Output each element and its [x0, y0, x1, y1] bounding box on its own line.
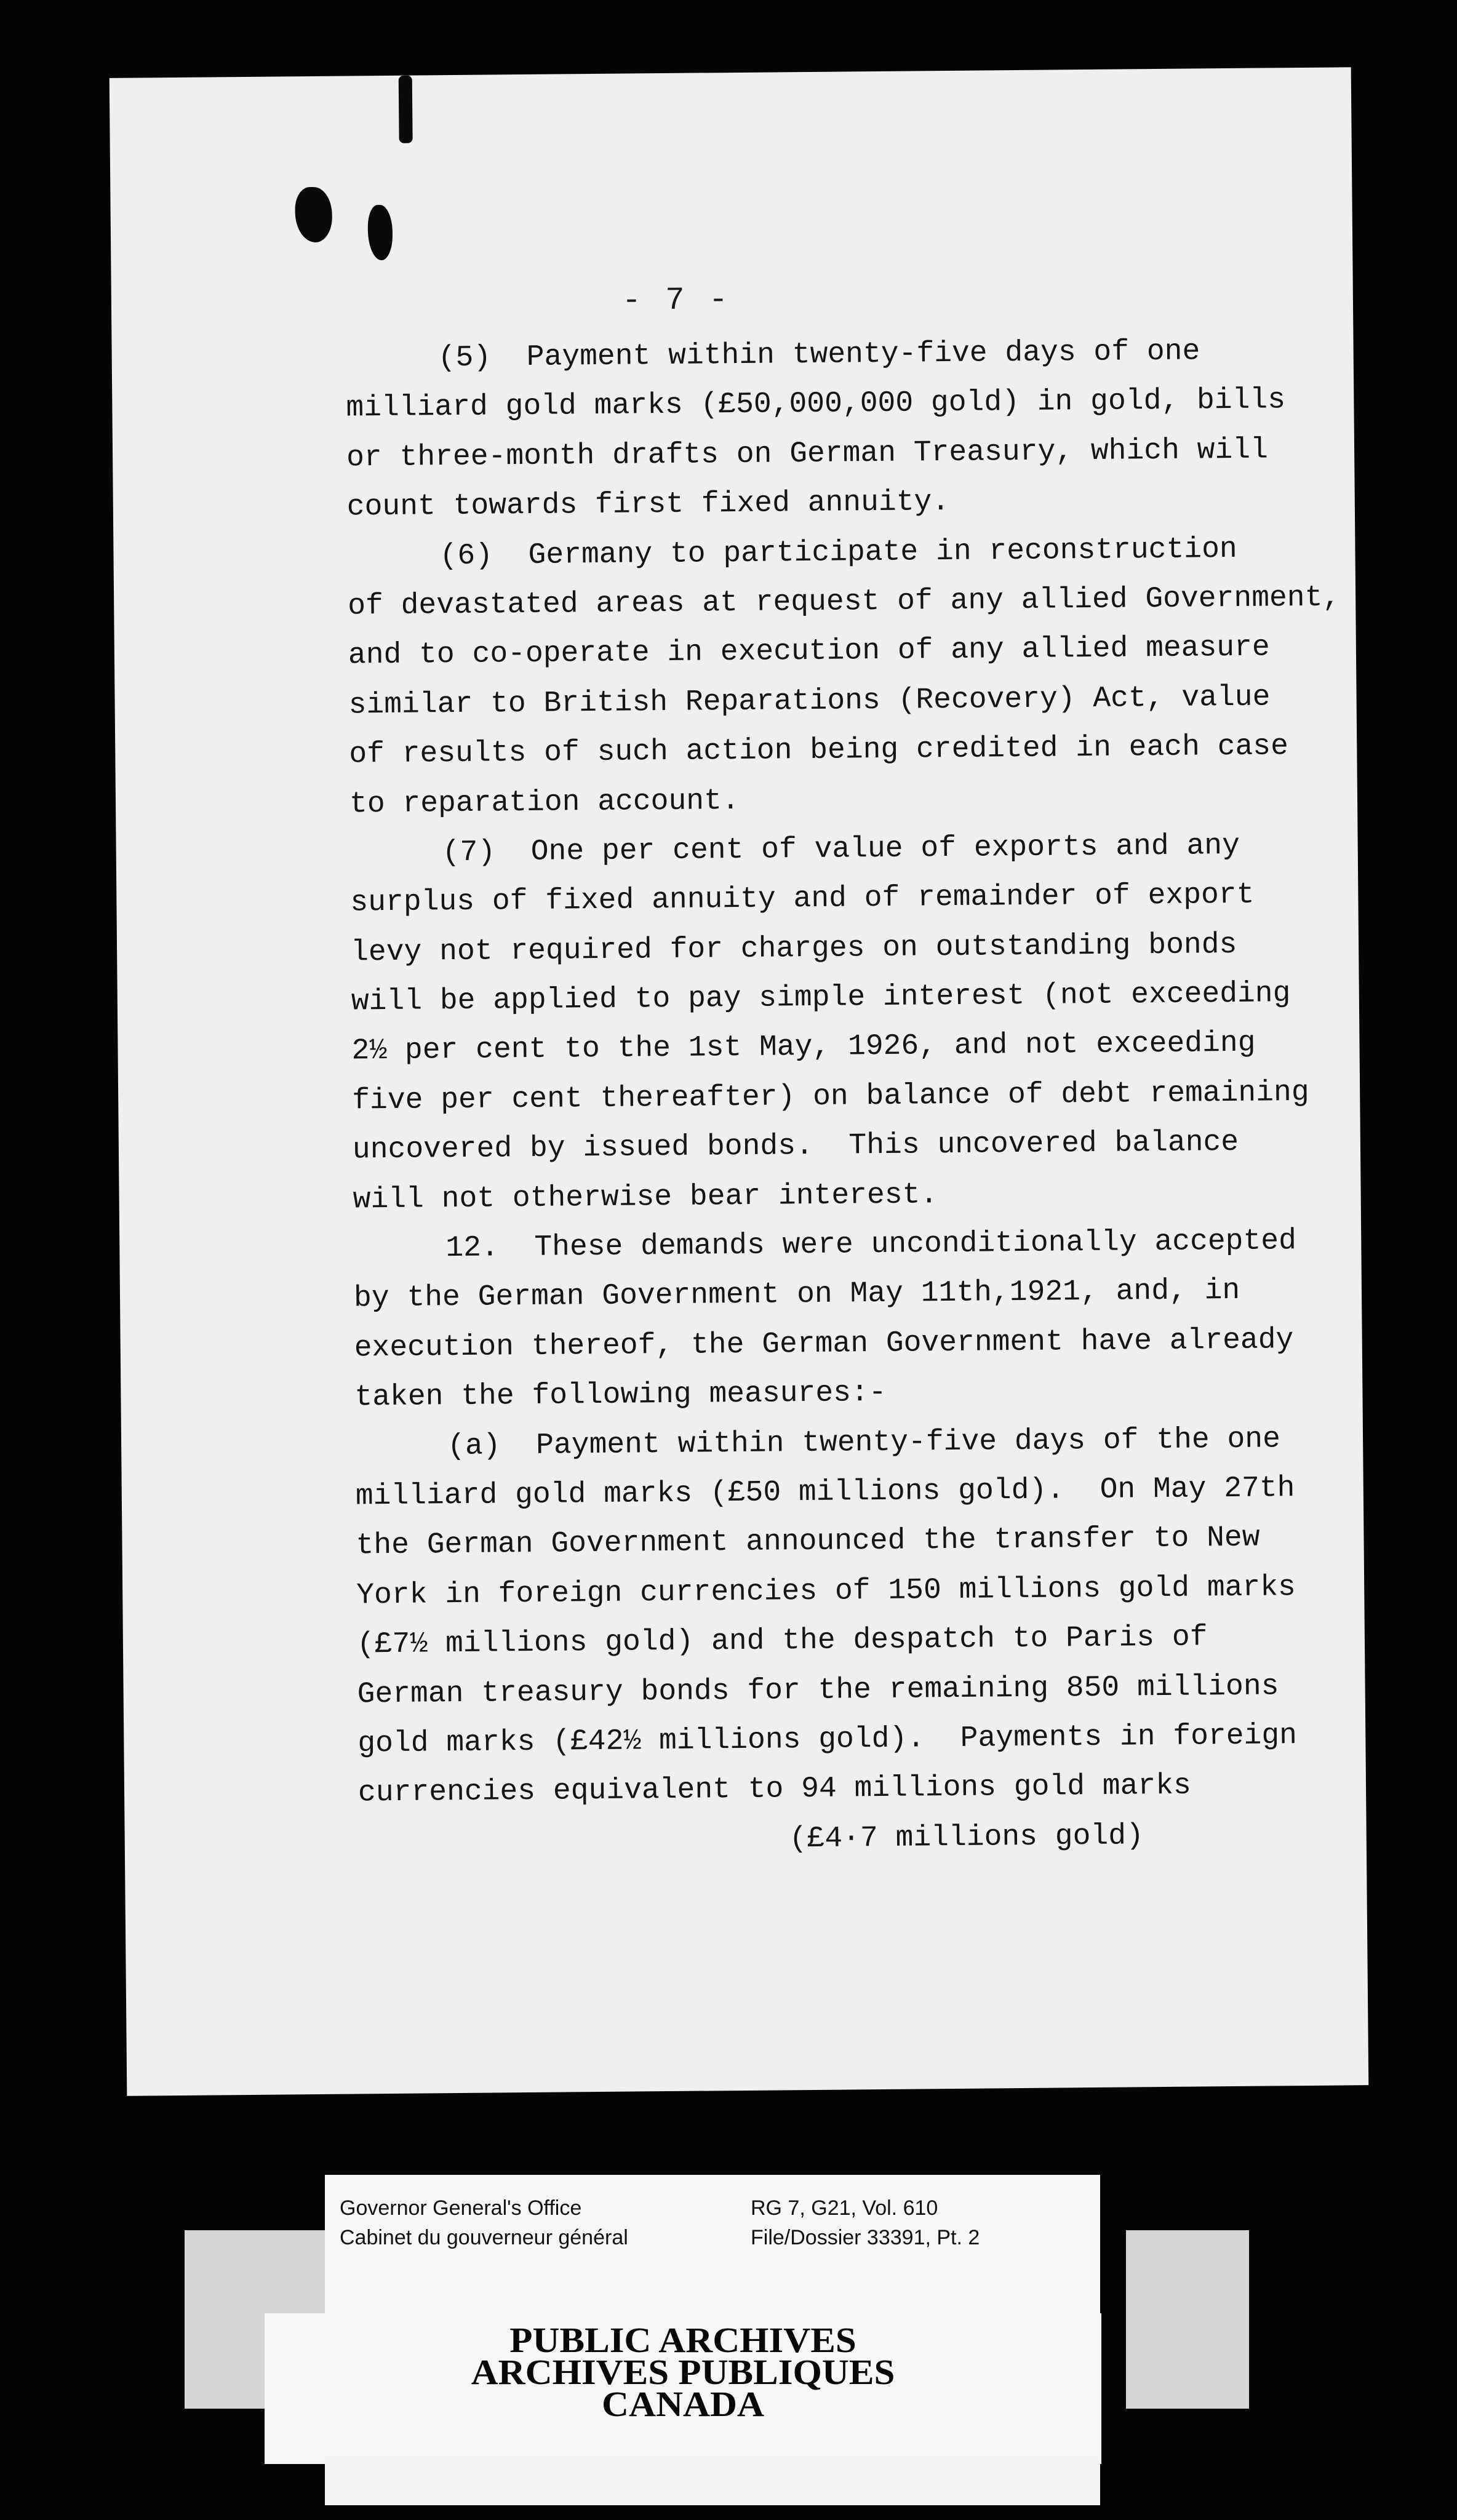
text-line: count towards first fixed annuity. — [346, 485, 950, 524]
text-line: taken the following measures:- — [354, 1376, 887, 1414]
text-line: 2½ per cent to the 1st May, 1926, and not exceeding — [351, 1027, 1256, 1068]
text-line: 12. These demands were unconditionally accepted — [445, 1224, 1297, 1266]
text-line: will not otherwise bear interest. — [353, 1178, 938, 1217]
text-line: (£7½ millions gold) and the despatch to Paris of — [356, 1621, 1208, 1662]
text-line: milliard gold marks (£50 millions gold). On May 27th — [355, 1472, 1295, 1513]
stamp-line-3: CANADA — [602, 2384, 764, 2424]
text-line: gold marks (£42½ millions gold). Payments in foreign — [357, 1719, 1298, 1761]
text-line: milliard gold marks (£50,000,000 gold) in gold, bills — [346, 383, 1286, 425]
archive-reference-label — [325, 2175, 1100, 2326]
typed-text-body — [345, 326, 1343, 1868]
text-line: York in foreign currencies of 150 millions gold marks — [356, 1570, 1296, 1613]
mount-right — [1126, 2230, 1249, 2409]
ink-blot — [399, 76, 413, 143]
office-name-fr: Cabinet du gouverneur général — [340, 2226, 628, 2249]
text-line: of results of such action being credited in each case — [349, 730, 1289, 772]
document-page — [110, 67, 1369, 2095]
text-line: by the German Government on May 11th,1921, and, in — [353, 1274, 1240, 1315]
text-line: (6) Germany to participate in reconstruction — [439, 532, 1237, 573]
stamp-line-1: PUBLIC ARCHIVES — [509, 2320, 856, 2360]
text-line: five per cent thereafter) on balance of debt remaining — [352, 1075, 1309, 1118]
text-line: and to co-operate in execution of any allied measure — [348, 631, 1270, 672]
stamp-line-2: ARCHIVES PUBLIQUES — [471, 2352, 895, 2392]
ink-blot — [368, 205, 393, 260]
text-line: currencies equivalent to 94 millions gold marks — [357, 1769, 1192, 1810]
text-line: (5) Payment within twenty-five days of one — [437, 335, 1200, 375]
file-reference: File/Dossier 33391, Pt. 2 — [751, 2226, 980, 2249]
text-line: or three-month drafts on German Treasury, which will — [346, 433, 1269, 475]
text-line: uncovered by issued bonds. This uncovered balance — [352, 1126, 1239, 1167]
text-line: will be applied to pay simple interest (not exceeding — [351, 977, 1291, 1019]
ink-blot — [295, 187, 332, 243]
page-number: - 7 - — [621, 282, 731, 319]
label-bottom-strip — [325, 2456, 1100, 2505]
text-line: (7) One per cent of value of exports and any — [442, 829, 1240, 870]
text-line: German treasury bonds for the remaining 850 millions — [357, 1669, 1279, 1711]
text-line: to reparation account. — [349, 784, 740, 821]
record-group-reference: RG 7, G21, Vol. 610 — [751, 2196, 938, 2220]
text-line: levy not required for charges on outstanding bonds — [350, 928, 1237, 970]
text-line: the German Government announced the transfer to New — [356, 1521, 1260, 1563]
office-name-en: Governor General's Office — [340, 2196, 582, 2220]
text-line: (a) Payment within twenty-five days of the one — [447, 1422, 1281, 1463]
public-archives-stamp — [265, 2313, 1101, 2464]
text-line: (£4·7 millions gold) — [789, 1819, 1144, 1856]
text-line: surplus of fixed annuity and of remainder of export — [350, 878, 1255, 920]
text-line: of devastated areas at request of any allied Government, — [347, 581, 1341, 623]
text-line: execution thereof, the German Government have already — [354, 1323, 1294, 1365]
text-line: similar to British Reparations (Recovery) Act, value — [348, 680, 1271, 722]
